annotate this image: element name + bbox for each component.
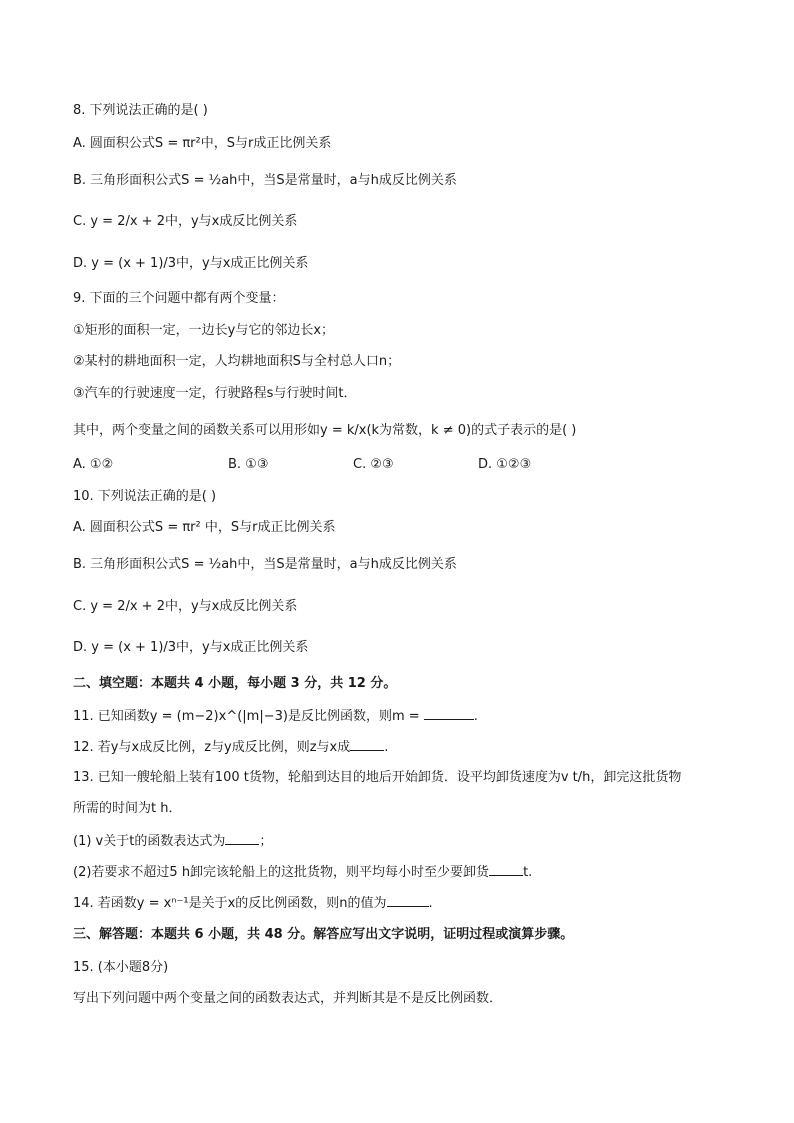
- q10-option-c: C. y = 2/x + 2中，y与x成反比例关系: [73, 599, 298, 614]
- q8-option-c: C. y = 2/x + 2中，y与x成反比例关系: [73, 214, 298, 229]
- q9-question: 其中，两个变量之间的函数关系可以用形如y = k/x(k为常数，k ≠ 0)的式子表示的是( ): [73, 423, 577, 438]
- q9-item-1: ①矩形的面积一定，一边长y与它的邻边长x；: [73, 323, 335, 338]
- q8-option-a: A. 圆面积公式S = πr²中，S与r成正比例关系: [73, 136, 332, 151]
- q14-end: .: [428, 896, 433, 911]
- q8-option-d: D. y = (x + 1)/3中，y与x成正比例关系: [73, 256, 309, 271]
- q14: [73, 892, 753, 914]
- q11-end: .: [473, 709, 478, 724]
- q13-sub-2-text: (2)若要求不超过5 h卸完该轮船上的这批货物，则平均每小时至少要卸货: [73, 865, 490, 880]
- q15-text: 写出下列问题中两个变量之间的函数表达式，并判断其是不是反比例函数．: [73, 991, 503, 1006]
- q9-item-3: ③汽车的行驶速度一定，行驶路程s与行驶时间t．: [73, 386, 357, 401]
- q10-option-b: B. 三角形面积公式S = ½ah中，当S是常量时，a与h成反比例关系: [73, 557, 457, 572]
- q14-text: 14. 若函数y = xⁿ⁻¹是关于x的反比例函数，则n的值为: [73, 896, 387, 911]
- q10-option-d: D. y = (x + 1)/3中，y与x成正比例关系: [73, 640, 309, 655]
- q11-answer-blank[interactable]: [424, 705, 474, 720]
- q13-sub-1: [73, 830, 753, 852]
- q13-sub-2: [73, 861, 753, 883]
- q13-sub-1-blank[interactable]: [225, 830, 259, 845]
- q8-option-b: B. 三角形面积公式S = ½ah中，当S是常量时，a与h成反比例关系: [73, 173, 457, 188]
- q12-answer-blank[interactable]: [350, 736, 384, 751]
- q10-option-a: A. 圆面积公式S = πr² 中，S与r成正比例关系: [73, 520, 336, 535]
- q9-item-2: ②某村的耕地面积一定，人均耕地面积S与全村总人口n；: [73, 354, 401, 369]
- q10-stem: 10. 下列说法正确的是( ): [73, 489, 217, 504]
- q11: [73, 705, 753, 727]
- section-3-heading: 三、解答题：本题共 6 小题，共 48 分。解答应写出文字说明，证明过程或演算步骤。: [73, 927, 574, 942]
- q9-option-c: C. ②③: [353, 457, 394, 472]
- q15-title: 15. (本小题8分): [73, 960, 169, 975]
- q11-text: 11. 已知函数y = (m−2)x^(|m|−3)是反比例函数，则m =: [73, 709, 420, 724]
- q13-sub-2-end: t.: [523, 865, 533, 880]
- q9-option-b: B. ①③: [228, 457, 269, 472]
- q13-sub-1-text: (1) v关于t的函数表达式为: [73, 834, 226, 849]
- q13-sub-2-blank[interactable]: [489, 861, 523, 876]
- q9-option-a: A. ①②: [73, 457, 114, 472]
- q12-text: 12. 若y与x成反比例，z与y成反比例，则z与x成: [73, 740, 351, 755]
- q14-answer-blank[interactable]: [387, 892, 429, 907]
- q13-sub-1-end: ；: [259, 834, 273, 849]
- q9-option-d: D. ①②③: [478, 457, 532, 472]
- section-2-heading: 二、填空题：本题共 4 小题，每小题 3 分，共 12 分。: [73, 676, 397, 691]
- q8-stem: 8. 下列说法正确的是( ): [73, 103, 208, 118]
- q13-line-1: 13. 已知一艘轮船上装有100 t货物，轮船到达目的地后开始卸货．设平均卸货速度为v t/h，卸完这批货物: [73, 770, 682, 785]
- q9-stem: 9. 下面的三个问题中都有两个变量：: [73, 291, 285, 306]
- q12-end: .: [384, 740, 389, 755]
- q12: [73, 736, 753, 758]
- q13-line-2: 所需的时间为t h．: [73, 801, 182, 816]
